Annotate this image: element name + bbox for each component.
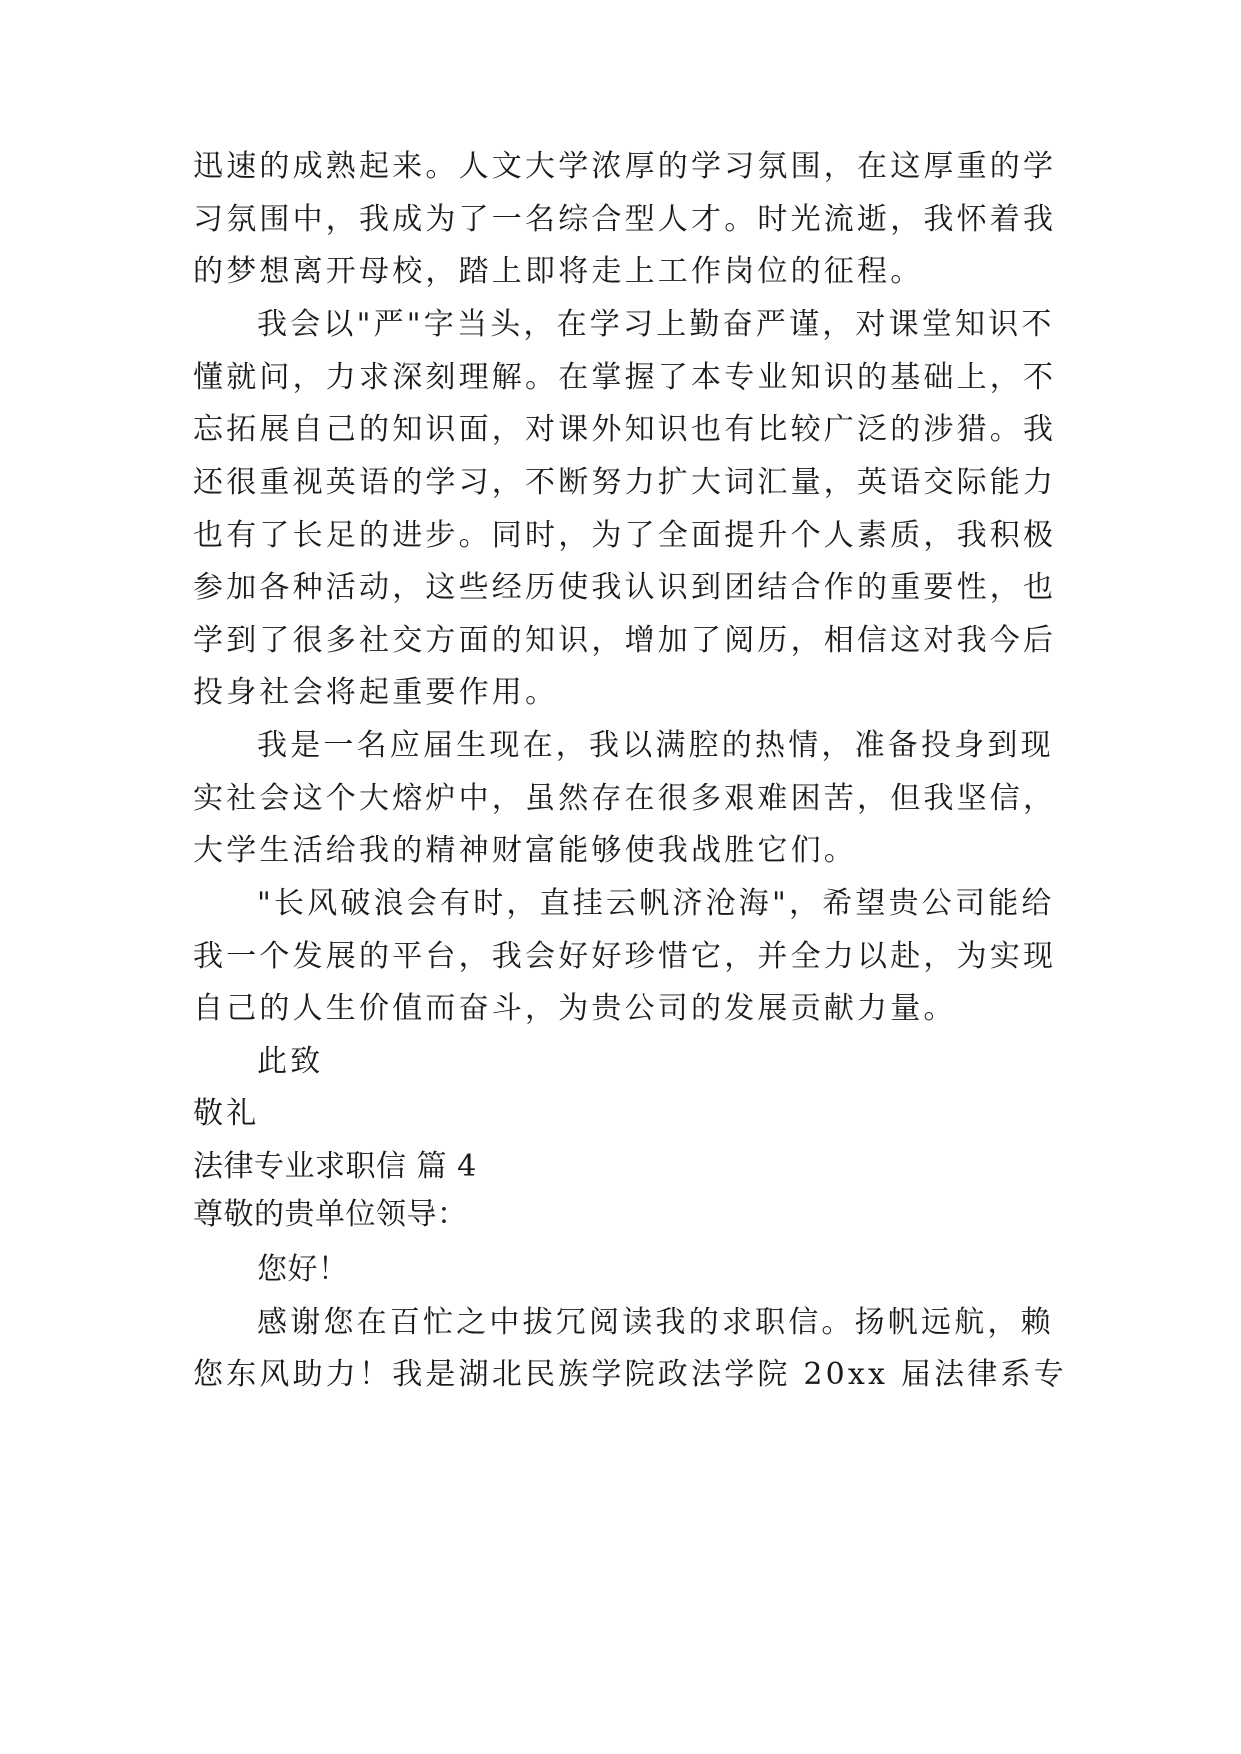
text-line: 您东风助力！我是湖北民族学院政法学院 20xx 届法律系专 [193,1357,1067,1392]
text-line: 忘拓展自己的知识面，对课外知识也有比较广泛的涉猎。我 [193,412,1057,447]
greeting: 您好！ [257,1252,349,1287]
text-line: 自己的人生价值而奋斗，为贵公司的发展贡献力量。 [193,991,957,1026]
closing-line: 敬礼 [193,1096,260,1131]
text-line: 迅速的成熟起来。人文大学浓厚的学习氛围，在这厚重的学 [193,149,1057,184]
section-title: 法律专业求职信 篇 4 [193,1149,477,1184]
text-line: 我是一名应届生现在，我以满腔的热情，准备投身到现 [257,728,1054,763]
text-line: 也有了长足的进步。同时，为了全面提升个人素质，我积极 [193,518,1057,553]
text-line: 参加各种活动，这些经历使我认识到团结合作的重要性，也 [193,570,1057,605]
text-line: 我会以"严"字当头，在学习上勤奋严谨，对课堂知识不 [257,307,1055,342]
text-line: 投身社会将起重要作用。 [193,675,559,710]
text-line: 习氛围中，我成为了一名综合型人才。时光流逝，我怀着我 [193,202,1057,237]
text-line: 懂就问，力求深刻理解。在掌握了本专业知识的基础上，不 [193,360,1057,395]
salutation: 尊敬的贵单位领导： [193,1197,468,1232]
text-line: 我一个发展的平台，我会好好珍惜它，并全力以赴，为实现 [193,939,1057,974]
text-line: 还很重视英语的学习，不断努力扩大词汇量，英语交际能力 [193,465,1057,500]
text-line: 大学生活给我的精神财富能够使我战胜它们。 [193,833,857,868]
text-line: "长风破浪会有时，直挂云帆济沧海"，希望贵公司能给 [257,886,1055,921]
text-line: 的梦想离开母校，踏上即将走上工作岗位的征程。 [193,254,924,289]
text-line: 感谢您在百忙之中拔冗阅读我的求职信。扬帆远航，赖 [257,1305,1054,1340]
text-line: 实社会这个大熔炉中，虽然存在很多艰难困苦，但我坚信， [193,781,1057,816]
text-line: 学到了很多社交方面的知识，增加了阅历，相信这对我今后 [193,623,1057,658]
closing-line: 此致 [257,1044,324,1079]
